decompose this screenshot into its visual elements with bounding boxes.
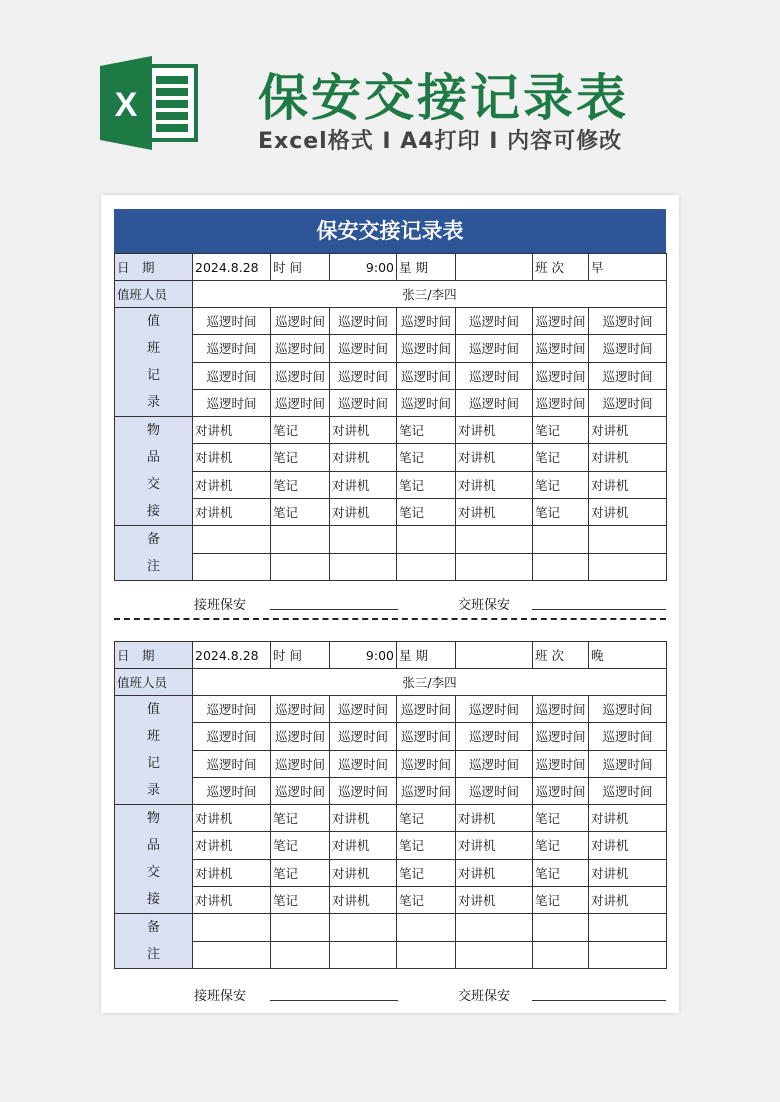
patrol-cell[interactable]: 巡逻时间 bbox=[589, 308, 667, 335]
remark-cell[interactable] bbox=[533, 941, 589, 969]
patrol-cell[interactable]: 巡逻时间 bbox=[456, 308, 533, 335]
item-cell[interactable]: 对讲机 bbox=[330, 805, 397, 832]
item-cell[interactable]: 对讲机 bbox=[193, 444, 271, 471]
patrol-cell[interactable]: 巡逻时间 bbox=[330, 308, 397, 335]
item-cell[interactable]: 笔记 bbox=[397, 805, 456, 832]
item-cell[interactable]: 笔记 bbox=[271, 859, 330, 886]
item-cell[interactable]: 笔记 bbox=[533, 886, 589, 913]
patrol-cell[interactable]: 巡逻时间 bbox=[589, 777, 667, 804]
staff-row bbox=[115, 669, 667, 696]
patrol-cell[interactable]: 巡逻时间 bbox=[330, 335, 397, 362]
item-cell[interactable]: 对讲机 bbox=[193, 417, 271, 444]
handover-signature-line[interactable] bbox=[532, 1000, 666, 1001]
patrol-cell[interactable]: 巡逻时间 bbox=[397, 362, 456, 389]
patrol-cell[interactable]: 巡逻时间 bbox=[397, 750, 456, 777]
item-cell[interactable]: 笔记 bbox=[533, 805, 589, 832]
remark-cell[interactable] bbox=[330, 941, 397, 969]
item-cell[interactable]: 对讲机 bbox=[330, 471, 397, 498]
item-cell[interactable]: 对讲机 bbox=[330, 886, 397, 913]
item-cell[interactable]: 笔记 bbox=[397, 444, 456, 471]
patrol-cell[interactable]: 巡逻时间 bbox=[193, 389, 271, 416]
remark-cell[interactable] bbox=[533, 914, 589, 942]
patrol-cell[interactable]: 巡逻时间 bbox=[456, 362, 533, 389]
item-cell[interactable]: 笔记 bbox=[271, 886, 330, 913]
item-cell[interactable]: 对讲机 bbox=[193, 471, 271, 498]
item-cell[interactable]: 笔记 bbox=[533, 444, 589, 471]
date-label: 日 期 bbox=[115, 642, 193, 669]
date-value[interactable]: 2024.8.28 bbox=[193, 642, 271, 669]
item-row bbox=[115, 832, 667, 859]
patrol-cell[interactable]: 巡逻时间 bbox=[271, 777, 330, 804]
receiver-signature-line[interactable] bbox=[270, 609, 398, 610]
remark-cell[interactable] bbox=[271, 526, 330, 554]
patrol-cell[interactable]: 巡逻时间 bbox=[271, 389, 330, 416]
receiver-label: 接班保安 bbox=[194, 598, 247, 613]
remark-cell[interactable] bbox=[456, 526, 533, 554]
patrol-cell[interactable]: 巡逻时间 bbox=[193, 777, 271, 804]
patrol-cell[interactable]: 巡逻时间 bbox=[193, 696, 271, 723]
patrol-cell[interactable]: 巡逻时间 bbox=[193, 750, 271, 777]
item-cell[interactable]: 对讲机 bbox=[330, 832, 397, 859]
remark-row bbox=[115, 914, 667, 942]
remark-cell[interactable] bbox=[193, 526, 271, 554]
remark-row bbox=[115, 526, 667, 554]
item-handover-label: 物 品 交 接 bbox=[115, 417, 193, 526]
shift-label: 班 次 bbox=[533, 254, 589, 281]
item-cell[interactable]: 笔记 bbox=[271, 417, 330, 444]
remark-cell[interactable] bbox=[397, 914, 456, 942]
weekday-value[interactable] bbox=[456, 642, 533, 669]
item-cell[interactable]: 对讲机 bbox=[330, 498, 397, 525]
item-cell[interactable]: 对讲机 bbox=[193, 832, 271, 859]
item-cell[interactable]: 对讲机 bbox=[456, 471, 533, 498]
patrol-cell[interactable]: 巡逻时间 bbox=[193, 723, 271, 750]
patrol-row bbox=[115, 389, 667, 416]
patrol-cell[interactable]: 巡逻时间 bbox=[589, 750, 667, 777]
item-row bbox=[115, 417, 667, 444]
patrol-cell[interactable]: 巡逻时间 bbox=[589, 335, 667, 362]
item-handover-label: 物 品 交 接 bbox=[115, 805, 193, 914]
item-cell[interactable]: 笔记 bbox=[397, 471, 456, 498]
item-cell[interactable]: 对讲机 bbox=[589, 417, 667, 444]
patrol-cell[interactable]: 巡逻时间 bbox=[533, 389, 589, 416]
shift-value[interactable]: 晚 bbox=[589, 642, 667, 669]
remark-cell[interactable] bbox=[271, 941, 330, 969]
item-cell[interactable]: 对讲机 bbox=[193, 498, 271, 525]
patrol-cell[interactable]: 巡逻时间 bbox=[589, 696, 667, 723]
patrol-cell[interactable]: 巡逻时间 bbox=[533, 362, 589, 389]
shift-label: 班 次 bbox=[533, 642, 589, 669]
patrol-cell[interactable]: 巡逻时间 bbox=[330, 723, 397, 750]
item-cell[interactable]: 对讲机 bbox=[193, 859, 271, 886]
patrol-cell[interactable]: 巡逻时间 bbox=[271, 696, 330, 723]
remark-cell[interactable] bbox=[193, 553, 271, 581]
weekday-label: 星 期 bbox=[397, 254, 456, 281]
remark-cell[interactable] bbox=[456, 941, 533, 969]
page-title: 保安交接记录表 bbox=[258, 69, 629, 127]
remark-cell[interactable] bbox=[330, 526, 397, 554]
date-label: 日 期 bbox=[115, 254, 193, 281]
patrol-cell[interactable]: 巡逻时间 bbox=[271, 362, 330, 389]
remarks-label: 备 注 bbox=[115, 526, 193, 581]
patrol-cell[interactable]: 巡逻时间 bbox=[533, 750, 589, 777]
remark-cell[interactable] bbox=[193, 914, 271, 942]
item-cell[interactable]: 对讲机 bbox=[193, 805, 271, 832]
handover-table bbox=[114, 253, 667, 581]
duty-record-label: 值 班 记 录 bbox=[115, 308, 193, 417]
patrol-cell[interactable]: 巡逻时间 bbox=[330, 696, 397, 723]
patrol-cell[interactable]: 巡逻时间 bbox=[397, 389, 456, 416]
patrol-cell[interactable]: 巡逻时间 bbox=[397, 777, 456, 804]
item-cell[interactable]: 对讲机 bbox=[456, 805, 533, 832]
patrol-cell[interactable]: 巡逻时间 bbox=[397, 723, 456, 750]
item-cell[interactable]: 对讲机 bbox=[456, 444, 533, 471]
handover-table bbox=[114, 641, 667, 969]
time-label: 时 间 bbox=[271, 254, 330, 281]
patrol-row bbox=[115, 308, 667, 335]
patrol-cell[interactable]: 巡逻时间 bbox=[456, 335, 533, 362]
svg-text:X: X bbox=[114, 86, 138, 124]
patrol-cell[interactable]: 巡逻时间 bbox=[271, 750, 330, 777]
item-cell[interactable]: 笔记 bbox=[397, 886, 456, 913]
sheet-title: 保安交接记录表 bbox=[114, 209, 666, 253]
time-label: 时 间 bbox=[271, 642, 330, 669]
patrol-cell[interactable]: 巡逻时间 bbox=[397, 696, 456, 723]
patrol-cell[interactable]: 巡逻时间 bbox=[330, 750, 397, 777]
item-cell[interactable]: 对讲机 bbox=[456, 498, 533, 525]
patrol-cell[interactable]: 巡逻时间 bbox=[193, 362, 271, 389]
patrol-cell[interactable]: 巡逻时间 bbox=[193, 308, 271, 335]
patrol-cell[interactable]: 巡逻时间 bbox=[456, 389, 533, 416]
time-value[interactable]: 9:00 bbox=[330, 642, 397, 669]
item-cell[interactable]: 笔记 bbox=[533, 471, 589, 498]
item-row bbox=[115, 471, 667, 498]
patrol-row bbox=[115, 362, 667, 389]
item-cell[interactable]: 笔记 bbox=[533, 417, 589, 444]
remark-cell[interactable] bbox=[193, 941, 271, 969]
patrol-cell[interactable]: 巡逻时间 bbox=[589, 362, 667, 389]
item-cell[interactable]: 笔记 bbox=[271, 498, 330, 525]
staff-label: 值班人员 bbox=[115, 281, 193, 308]
remark-cell[interactable] bbox=[330, 914, 397, 942]
item-row bbox=[115, 859, 667, 886]
patrol-cell[interactable]: 巡逻时间 bbox=[533, 696, 589, 723]
item-cell[interactable]: 对讲机 bbox=[330, 444, 397, 471]
item-cell[interactable]: 对讲机 bbox=[193, 886, 271, 913]
remark-cell[interactable] bbox=[271, 553, 330, 581]
cut-line-divider bbox=[114, 618, 666, 620]
item-cell[interactable]: 笔记 bbox=[397, 498, 456, 525]
patrol-row bbox=[115, 335, 667, 362]
remark-cell[interactable] bbox=[589, 941, 667, 969]
patrol-cell[interactable]: 巡逻时间 bbox=[271, 723, 330, 750]
item-row bbox=[115, 886, 667, 913]
remark-cell[interactable] bbox=[456, 914, 533, 942]
item-cell[interactable]: 对讲机 bbox=[589, 805, 667, 832]
remarks-label: 备 注 bbox=[115, 914, 193, 969]
item-cell[interactable]: 笔记 bbox=[397, 832, 456, 859]
patrol-cell[interactable]: 巡逻时间 bbox=[456, 696, 533, 723]
remark-cell[interactable] bbox=[589, 526, 667, 554]
item-cell[interactable]: 对讲机 bbox=[589, 886, 667, 913]
remark-cell[interactable] bbox=[330, 553, 397, 581]
patrol-cell[interactable]: 巡逻时间 bbox=[533, 308, 589, 335]
item-cell[interactable]: 笔记 bbox=[271, 805, 330, 832]
item-cell[interactable]: 对讲机 bbox=[589, 832, 667, 859]
remark-row bbox=[115, 553, 667, 581]
item-cell[interactable]: 笔记 bbox=[271, 832, 330, 859]
item-cell[interactable]: 对讲机 bbox=[589, 859, 667, 886]
info-row bbox=[115, 254, 667, 281]
item-cell[interactable]: 对讲机 bbox=[456, 417, 533, 444]
patrol-cell[interactable]: 巡逻时间 bbox=[533, 777, 589, 804]
item-cell[interactable]: 对讲机 bbox=[589, 498, 667, 525]
patrol-cell[interactable]: 巡逻时间 bbox=[589, 723, 667, 750]
patrol-cell[interactable]: 巡逻时间 bbox=[456, 750, 533, 777]
duty-record-label: 值 班 记 录 bbox=[115, 696, 193, 805]
handover-label: 交班保安 bbox=[458, 598, 511, 613]
patrol-row bbox=[115, 750, 667, 777]
item-cell[interactable]: 对讲机 bbox=[589, 444, 667, 471]
handover-label: 交班保安 bbox=[458, 989, 511, 1004]
patrol-cell[interactable]: 巡逻时间 bbox=[456, 777, 533, 804]
weekday-label: 星 期 bbox=[397, 642, 456, 669]
patrol-cell[interactable]: 巡逻时间 bbox=[589, 389, 667, 416]
remark-cell[interactable] bbox=[589, 553, 667, 581]
info-row bbox=[115, 642, 667, 669]
patrol-cell[interactable]: 巡逻时间 bbox=[533, 335, 589, 362]
receiver-label: 接班保安 bbox=[194, 989, 247, 1004]
patrol-cell[interactable]: 巡逻时间 bbox=[533, 723, 589, 750]
patrol-cell[interactable]: 巡逻时间 bbox=[330, 777, 397, 804]
remark-cell[interactable] bbox=[271, 914, 330, 942]
handover-signature-line[interactable] bbox=[532, 609, 666, 610]
patrol-cell[interactable]: 巡逻时间 bbox=[397, 335, 456, 362]
item-cell[interactable]: 笔记 bbox=[271, 444, 330, 471]
item-cell[interactable]: 笔记 bbox=[533, 832, 589, 859]
remark-cell[interactable] bbox=[533, 526, 589, 554]
patrol-row bbox=[115, 723, 667, 750]
patrol-row bbox=[115, 777, 667, 804]
item-cell[interactable]: 对讲机 bbox=[330, 859, 397, 886]
item-cell[interactable]: 笔记 bbox=[533, 498, 589, 525]
item-row bbox=[115, 805, 667, 832]
patrol-cell[interactable]: 巡逻时间 bbox=[271, 308, 330, 335]
page-subtitle: Excel格式 I A4打印 I 内容可修改 bbox=[258, 129, 623, 154]
remark-cell[interactable] bbox=[397, 941, 456, 969]
patrol-cell[interactable]: 巡逻时间 bbox=[271, 335, 330, 362]
patrol-cell[interactable]: 巡逻时间 bbox=[330, 389, 397, 416]
remark-cell[interactable] bbox=[397, 553, 456, 581]
staff-value[interactable]: 张三/李四 bbox=[193, 669, 667, 696]
patrol-cell[interactable]: 巡逻时间 bbox=[456, 723, 533, 750]
item-row bbox=[115, 498, 667, 525]
staff-value[interactable]: 张三/李四 bbox=[193, 281, 667, 308]
item-cell[interactable]: 对讲机 bbox=[589, 471, 667, 498]
item-cell[interactable]: 对讲机 bbox=[456, 859, 533, 886]
date-value[interactable]: 2024.8.28 bbox=[193, 254, 271, 281]
item-cell[interactable]: 笔记 bbox=[533, 859, 589, 886]
item-cell[interactable]: 笔记 bbox=[271, 471, 330, 498]
patrol-cell[interactable]: 巡逻时间 bbox=[193, 335, 271, 362]
staff-label: 值班人员 bbox=[115, 669, 193, 696]
weekday-value[interactable] bbox=[456, 254, 533, 281]
patrol-cell[interactable]: 巡逻时间 bbox=[397, 308, 456, 335]
remark-cell[interactable] bbox=[397, 526, 456, 554]
item-cell[interactable]: 对讲机 bbox=[456, 832, 533, 859]
item-cell[interactable]: 笔记 bbox=[397, 859, 456, 886]
excel-logo-icon bbox=[100, 56, 198, 150]
shift-value[interactable]: 早 bbox=[589, 254, 667, 281]
item-row bbox=[115, 444, 667, 471]
patrol-row bbox=[115, 696, 667, 723]
remark-cell[interactable] bbox=[533, 553, 589, 581]
remark-row bbox=[115, 941, 667, 969]
patrol-cell[interactable]: 巡逻时间 bbox=[330, 362, 397, 389]
receiver-signature-line[interactable] bbox=[270, 1000, 398, 1001]
remark-cell[interactable] bbox=[456, 553, 533, 581]
remark-cell[interactable] bbox=[589, 914, 667, 942]
item-cell[interactable]: 笔记 bbox=[397, 417, 456, 444]
time-value[interactable]: 9:00 bbox=[330, 254, 397, 281]
item-cell[interactable]: 对讲机 bbox=[456, 886, 533, 913]
staff-row bbox=[115, 281, 667, 308]
item-cell[interactable]: 对讲机 bbox=[330, 417, 397, 444]
